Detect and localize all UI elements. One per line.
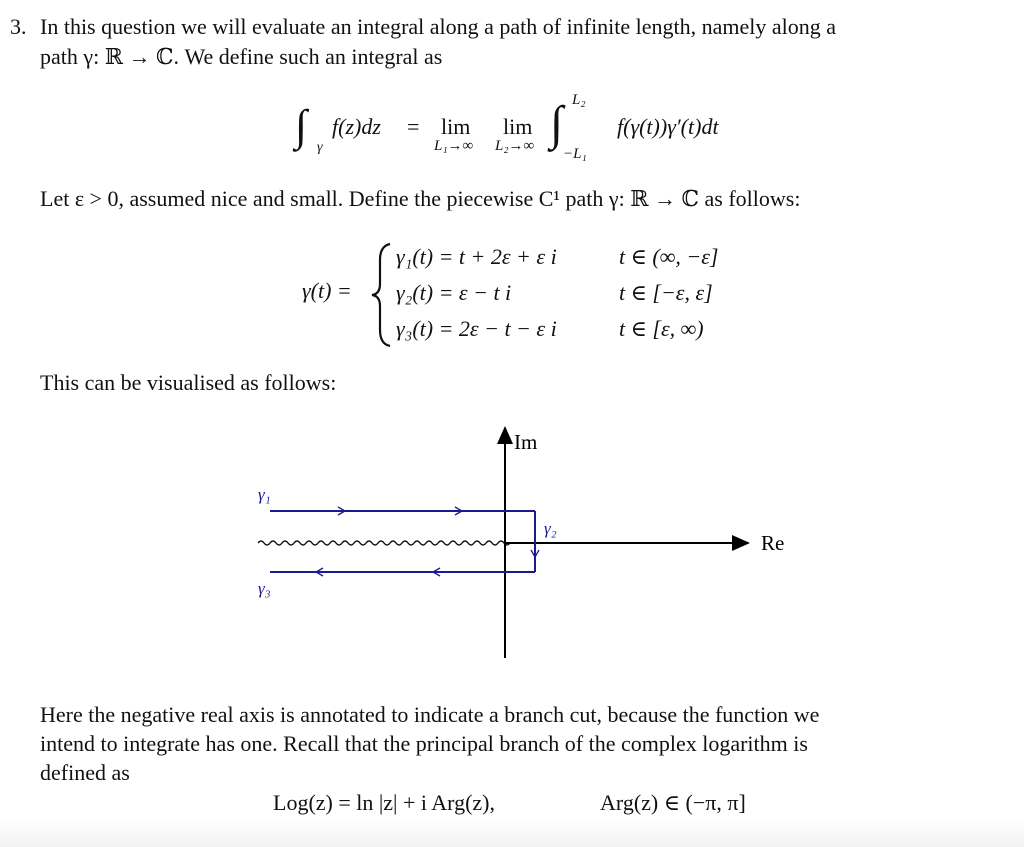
bottom-fade <box>0 819 1024 847</box>
re-label: Re <box>761 531 785 555</box>
gamma2-label: γ₂ <box>544 519 557 538</box>
branch-text-line2: intend to integrate has one. Recall that the principal branch of the complex logarithm is <box>40 731 808 756</box>
integral-lower-limit: −L₁ <box>563 146 587 162</box>
path-definition-text: Let ε > 0, assumed nice and small. Define the piecewise C¹ path γ: ℝ → ℂ as follows: <box>40 186 801 211</box>
lim1: lim <box>441 114 471 139</box>
question-number: 3. <box>10 14 27 39</box>
log-formula: Log(z) = ln |z| + i Arg(z), <box>273 790 495 815</box>
im-label: Im <box>514 430 538 454</box>
case-gamma1-domain: t ∈ (∞, −ε] <box>619 244 719 269</box>
lim2: lim <box>503 114 533 139</box>
gamma1-label: γ₁ <box>258 485 271 504</box>
case-gamma2-domain: t ∈ [−ε, ε] <box>619 280 713 305</box>
gamma-lhs: γ(t) = <box>302 278 352 303</box>
rhs-integrand: f(γ(t))γ′(t)dt <box>617 114 719 139</box>
case-gamma3-expr: γ₃(t) = 2ε − t − ε i <box>396 316 557 341</box>
branch-text-line3: defined as <box>40 760 130 785</box>
question-intro-line2: path γ: ℝ → ℂ. We define such an integral as <box>40 44 443 69</box>
gamma3-label: γ₃ <box>258 579 271 598</box>
arg-range: Arg(z) ∈ (−π, π] <box>600 790 746 815</box>
integral-sign-rhs: ∫ <box>550 97 564 150</box>
lim1-subscript: L₁→∞ <box>434 138 474 154</box>
equals-sign: = <box>407 114 420 139</box>
branch-cut <box>258 541 510 545</box>
lhs-integrand: f(z)dz <box>332 114 381 139</box>
contour-diagram <box>0 410 1024 670</box>
case-gamma3-domain: t ∈ [ε, ∞) <box>619 316 704 341</box>
branch-text-line1: Here the negative real axis is annotated to indicate a branch cut, because the function we <box>40 702 820 727</box>
question-intro-line1: In this question we will evaluate an integral along a path of infinite length, namely along a <box>40 14 837 39</box>
lim2-subscript: L₂→∞ <box>495 138 535 154</box>
integral-sign-lhs: ∫ <box>295 101 308 150</box>
visual-intro-text: This can be visualised as follows: <box>40 370 337 395</box>
case-gamma1-expr: γ₁(t) = t + 2ε + ε i <box>396 244 557 269</box>
case-gamma2-expr: γ₂(t) = ε − t i <box>396 280 512 305</box>
integral-upper-limit: L₂ <box>572 92 586 108</box>
integral-sub-gamma: γ <box>317 140 323 155</box>
left-brace <box>368 240 398 350</box>
